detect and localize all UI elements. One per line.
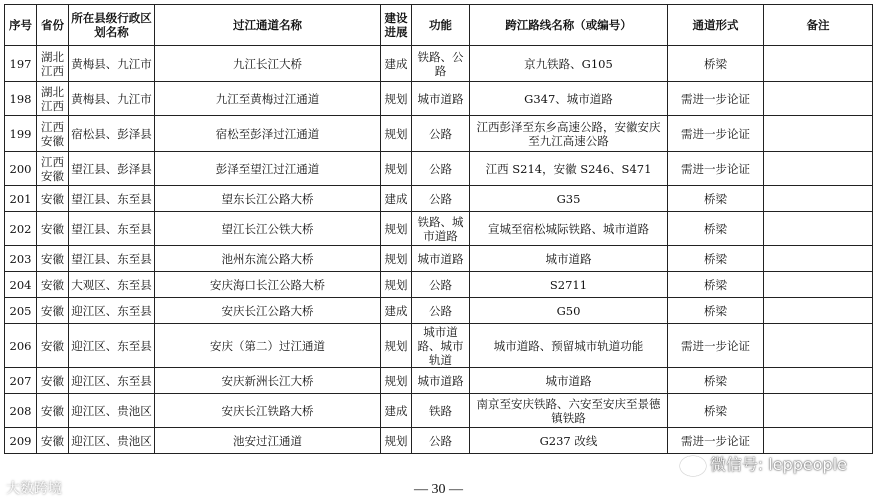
cell-route: G50 xyxy=(470,298,668,324)
cell-function: 公路 xyxy=(412,152,470,186)
cell-status: 规划 xyxy=(381,368,412,394)
cell-function: 铁路、公路 xyxy=(412,46,470,82)
cell-no: 197 xyxy=(5,46,37,82)
cell-status: 建成 xyxy=(381,298,412,324)
cell-status: 规划 xyxy=(381,246,412,272)
header-province: 省份 xyxy=(37,5,69,46)
cell-status: 规划 xyxy=(381,116,412,152)
cell-function: 城市道路、城市轨道 xyxy=(412,324,470,368)
cell-status: 规划 xyxy=(381,324,412,368)
cell-function: 公路 xyxy=(412,428,470,454)
cell-status: 规划 xyxy=(381,428,412,454)
cell-status: 规划 xyxy=(381,272,412,298)
cell-remark xyxy=(764,368,873,394)
cell-county: 迎江区、东至县 xyxy=(69,324,155,368)
cell-form: 桥梁 xyxy=(668,246,764,272)
cell-province: 江西安徽 xyxy=(37,152,69,186)
cell-name: 池州东流公路大桥 xyxy=(155,246,381,272)
table-row xyxy=(5,368,873,394)
cell-no: 209 xyxy=(5,428,37,454)
cell-function: 城市道路 xyxy=(412,246,470,272)
cell-name: 安庆海口长江公路大桥 xyxy=(155,272,381,298)
cell-form: 桥梁 xyxy=(668,298,764,324)
table-row xyxy=(5,428,873,454)
table-row xyxy=(5,152,873,186)
cell-no: 201 xyxy=(5,186,37,212)
cell-route: 城市道路、预留城市轨道功能 xyxy=(470,324,668,368)
cell-county: 迎江区、贵池区 xyxy=(69,394,155,428)
cell-function: 公路 xyxy=(412,298,470,324)
cell-province: 安徽 xyxy=(37,428,69,454)
cell-no: 206 xyxy=(5,324,37,368)
cell-no: 202 xyxy=(5,212,37,246)
cell-province: 湖北江西 xyxy=(37,46,69,82)
cell-province: 安徽 xyxy=(37,186,69,212)
cell-name: 安庆新洲长江大桥 xyxy=(155,368,381,394)
cell-form: 需进一步论证 xyxy=(668,324,764,368)
table-row xyxy=(5,394,873,428)
cell-province: 安徽 xyxy=(37,212,69,246)
cell-remark xyxy=(764,212,873,246)
cell-county: 迎江区、东至县 xyxy=(69,368,155,394)
header-no: 序号 xyxy=(5,5,37,46)
cell-function: 公路 xyxy=(412,272,470,298)
cell-no: 200 xyxy=(5,152,37,186)
table-row xyxy=(5,246,873,272)
cell-status: 规划 xyxy=(381,152,412,186)
cell-route: 南京至安庆铁路、六安至安庆至景德镇铁路 xyxy=(470,394,668,428)
cell-no: 204 xyxy=(5,272,37,298)
cell-no: 203 xyxy=(5,246,37,272)
cell-name: 安庆长江铁路大桥 xyxy=(155,394,381,428)
cell-county: 大观区、东至县 xyxy=(69,272,155,298)
cell-no: 208 xyxy=(5,394,37,428)
cell-county: 望江县、东至县 xyxy=(69,212,155,246)
cell-remark xyxy=(764,298,873,324)
cell-province: 安徽 xyxy=(37,368,69,394)
cell-name: 望江长江公铁大桥 xyxy=(155,212,381,246)
cell-county: 宿松县、彭泽县 xyxy=(69,116,155,152)
cell-remark xyxy=(764,82,873,116)
cell-name: 安庆长江公路大桥 xyxy=(155,298,381,324)
cell-remark xyxy=(764,394,873,428)
cell-form: 需进一步论证 xyxy=(668,428,764,454)
cell-name: 安庆（第二）过江通道 xyxy=(155,324,381,368)
header-county: 所在县级行政区划名称 xyxy=(69,5,155,46)
cell-province: 安徽 xyxy=(37,272,69,298)
cell-province: 安徽 xyxy=(37,298,69,324)
cell-form: 需进一步论证 xyxy=(668,152,764,186)
cell-function: 铁路 xyxy=(412,394,470,428)
cell-function: 城市道路 xyxy=(412,82,470,116)
table-row xyxy=(5,272,873,298)
cell-name: 宿松至彭泽过江通道 xyxy=(155,116,381,152)
cell-no: 207 xyxy=(5,368,37,394)
cell-remark xyxy=(764,152,873,186)
cell-remark xyxy=(764,186,873,212)
cell-province: 江西安徽 xyxy=(37,116,69,152)
cell-form: 桥梁 xyxy=(668,394,764,428)
crossing-table xyxy=(4,4,873,454)
cell-form: 需进一步论证 xyxy=(668,82,764,116)
header-function: 功能 xyxy=(412,5,470,46)
cell-status: 规划 xyxy=(381,212,412,246)
cell-no: 199 xyxy=(5,116,37,152)
cell-status: 建成 xyxy=(381,46,412,82)
cell-route: 江西彭泽至东乡高速公路，安徽安庆至九江高速公路 xyxy=(470,116,668,152)
cell-function: 公路 xyxy=(412,186,470,212)
cell-name: 九江长江大桥 xyxy=(155,46,381,82)
cell-county: 望江县、彭泽县 xyxy=(69,152,155,186)
cell-function: 铁路、城市道路 xyxy=(412,212,470,246)
cell-function: 公路 xyxy=(412,116,470,152)
header-remark: 备注 xyxy=(764,5,873,46)
cell-route: 宣城至宿松城际铁路、城市道路 xyxy=(470,212,668,246)
table-row xyxy=(5,116,873,152)
table-row xyxy=(5,82,873,116)
cell-name: 九江至黄梅过江通道 xyxy=(155,82,381,116)
cell-route: 京九铁路、G105 xyxy=(470,46,668,82)
cell-status: 建成 xyxy=(381,186,412,212)
cell-remark xyxy=(764,116,873,152)
table-row xyxy=(5,212,873,246)
cell-county: 黄梅县、九江市 xyxy=(69,46,155,82)
cell-route: G35 xyxy=(470,186,668,212)
cell-county: 黄梅县、九江市 xyxy=(69,82,155,116)
cell-route: G347、城市道路 xyxy=(470,82,668,116)
header-route: 跨江路线名称（或编号） xyxy=(470,5,668,46)
header-form: 通道形式 xyxy=(668,5,764,46)
table-row xyxy=(5,298,873,324)
cell-remark xyxy=(764,246,873,272)
cell-form: 桥梁 xyxy=(668,368,764,394)
table-row xyxy=(5,186,873,212)
wechat-watermark-text: 微信号: leppeople xyxy=(709,455,847,474)
cell-remark xyxy=(764,272,873,298)
cell-route: 城市道路 xyxy=(470,246,668,272)
page-number: — 30 — xyxy=(414,482,463,497)
cell-route: S2711 xyxy=(470,272,668,298)
cell-name: 池安过江通道 xyxy=(155,428,381,454)
cell-province: 湖北江西 xyxy=(37,82,69,116)
cell-route: G237 改线 xyxy=(470,428,668,454)
table-row xyxy=(5,46,873,82)
header-name: 过江通道名称 xyxy=(155,5,381,46)
cell-form: 桥梁 xyxy=(668,46,764,82)
cell-province: 安徽 xyxy=(37,394,69,428)
cell-no: 198 xyxy=(5,82,37,116)
cell-form: 桥梁 xyxy=(668,186,764,212)
cell-county: 迎江区、东至县 xyxy=(69,298,155,324)
cell-name: 彭泽至望江过江通道 xyxy=(155,152,381,186)
cell-function: 城市道路 xyxy=(412,368,470,394)
cell-status: 建成 xyxy=(381,394,412,428)
wechat-icon xyxy=(680,456,706,476)
cell-province: 安徽 xyxy=(37,324,69,368)
header-row xyxy=(5,5,873,46)
cell-form: 桥梁 xyxy=(668,212,764,246)
brand-watermark: 大数跨境 xyxy=(6,481,62,497)
cell-county: 望江县、东至县 xyxy=(69,246,155,272)
cell-name: 望东长江公路大桥 xyxy=(155,186,381,212)
table-row xyxy=(5,324,873,368)
cell-province: 安徽 xyxy=(37,246,69,272)
cell-remark xyxy=(764,324,873,368)
cell-no: 205 xyxy=(5,298,37,324)
wechat-watermark xyxy=(680,452,847,476)
cell-route: 江西 S214，安徽 S246、S471 xyxy=(470,152,668,186)
cell-route: 城市道路 xyxy=(470,368,668,394)
cell-county: 望江县、东至县 xyxy=(69,186,155,212)
cell-form: 需进一步论证 xyxy=(668,116,764,152)
cell-remark xyxy=(764,46,873,82)
cell-status: 规划 xyxy=(381,82,412,116)
cell-remark xyxy=(764,428,873,454)
cell-county: 迎江区、贵池区 xyxy=(69,428,155,454)
header-status: 建设进展 xyxy=(381,5,412,46)
cell-form: 桥梁 xyxy=(668,272,764,298)
